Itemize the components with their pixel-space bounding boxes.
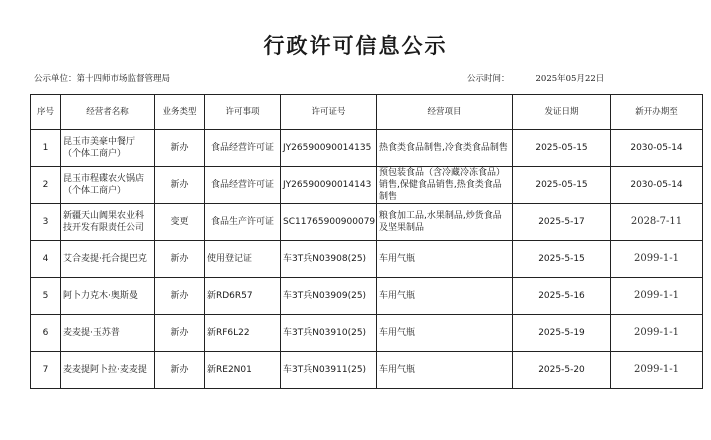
cell-type: 新办 [155, 315, 205, 352]
table-row [31, 204, 703, 241]
cell-project: 车用气瓶 [377, 352, 513, 389]
permit-table [30, 94, 703, 389]
cell-issue-date: 2025-05-15 [513, 167, 611, 204]
cell-item: 食品生产许可证 [205, 204, 281, 241]
cell-type: 新办 [155, 167, 205, 204]
cell-name: 昆玉市美豪中餐厅（个体工商户） [61, 130, 155, 167]
cell-expiry: 2030-05-14 [611, 130, 703, 167]
date-line [467, 72, 604, 84]
cell-license: SC11765900900079 [281, 204, 377, 241]
cell-license: 车3T兵N03911(25) [281, 352, 377, 389]
header-cell-name: 经营者名称 [61, 95, 155, 130]
cell-expiry: 2099-1-1 [611, 241, 703, 278]
cell-no: 1 [31, 130, 61, 167]
cell-no: 5 [31, 278, 61, 315]
cell-type: 变更 [155, 204, 205, 241]
header-cell-issue-date: 发证日期 [513, 95, 611, 130]
cell-license: JY26590090014135 [281, 130, 377, 167]
cell-issue-date: 2025-5-16 [513, 278, 611, 315]
cell-item: 食品经营许可证 [205, 167, 281, 204]
table-row [31, 241, 703, 278]
cell-issue-date: 2025-5-20 [513, 352, 611, 389]
cell-issue-date: 2025-5-17 [513, 204, 611, 241]
page-title: 行政许可信息公示 [263, 33, 448, 58]
cell-name: 艾合麦提·托合提巴克 [61, 241, 155, 278]
cell-issue-date: 2025-5-15 [513, 241, 611, 278]
cell-project: 车用气瓶 [377, 278, 513, 315]
publisher-line [34, 72, 170, 84]
table-row [31, 278, 703, 315]
cell-project: 车用气瓶 [377, 241, 513, 278]
cell-no: 7 [31, 352, 61, 389]
date-value: 2025年05月22日 [535, 74, 605, 84]
cell-type: 新办 [155, 241, 205, 278]
cell-no: 3 [31, 204, 61, 241]
cell-no: 6 [31, 315, 61, 352]
table-row [31, 352, 703, 389]
cell-license: 车3T兵N03910(25) [281, 315, 377, 352]
cell-name: 新疆天山阗果农业科技开发有限责任公司 [61, 204, 155, 241]
cell-no: 2 [31, 167, 61, 204]
cell-license: 车3T兵N03909(25) [281, 278, 377, 315]
cell-name: 阿卜力克木·奥斯曼 [61, 278, 155, 315]
cell-type: 新办 [155, 278, 205, 315]
cell-name: 昆玉市程碟农火锅店（个体工商户） [61, 167, 155, 204]
header-cell-expiry: 新开办期至 [611, 95, 703, 130]
cell-type: 新办 [155, 130, 205, 167]
cell-expiry: 2099-1-1 [611, 352, 703, 389]
cell-license: JY26590090014143 [281, 167, 377, 204]
cell-item: 食品经营许可证 [205, 130, 281, 167]
cell-item: 新RE2N01 [205, 352, 281, 389]
cell-project: 车用气瓶 [377, 315, 513, 352]
header-cell-project: 经营项目 [377, 95, 513, 130]
cell-expiry: 2099-1-1 [611, 315, 703, 352]
cell-type: 新办 [155, 352, 205, 389]
table-row [31, 315, 703, 352]
header-row [31, 95, 703, 130]
publisher-label: 公示单位： [34, 74, 77, 84]
header-cell-item: 许可事项 [205, 95, 281, 130]
cell-project: 粮食加工品,水果制品,炒货食品及坚果制品 [377, 204, 513, 241]
cell-item: 新RF6L22 [205, 315, 281, 352]
cell-project: 热食类食品制售,冷食类食品制售 [377, 130, 513, 167]
header-cell-no: 序号 [31, 95, 61, 130]
cell-name: 麦麦提·玉苏普 [61, 315, 155, 352]
table-row [31, 167, 703, 204]
date-label: 公示时间： [467, 74, 510, 84]
cell-project: 预包装食品（含冷藏冷冻食品）销售,保健食品销售,热食类食品制售 [377, 167, 513, 204]
cell-name: 麦麦提阿卜拉·麦麦提 [61, 352, 155, 389]
cell-expiry: 2099-1-1 [611, 278, 703, 315]
cell-issue-date: 2025-5-19 [513, 315, 611, 352]
cell-expiry: 2030-05-14 [611, 167, 703, 204]
cell-license: 车3T兵N03908(25) [281, 241, 377, 278]
cell-item: 新RD6R57 [205, 278, 281, 315]
cell-issue-date: 2025-05-15 [513, 130, 611, 167]
header-cell-type: 业务类型 [155, 95, 205, 130]
cell-no: 4 [31, 241, 61, 278]
cell-item: 使用登记证 [205, 241, 281, 278]
table-row [31, 130, 703, 167]
cell-expiry: 2028-7-11 [611, 204, 703, 241]
header-cell-license: 许可证号 [281, 95, 377, 130]
publisher-value: 第十四师市场监督管理局 [76, 74, 171, 84]
